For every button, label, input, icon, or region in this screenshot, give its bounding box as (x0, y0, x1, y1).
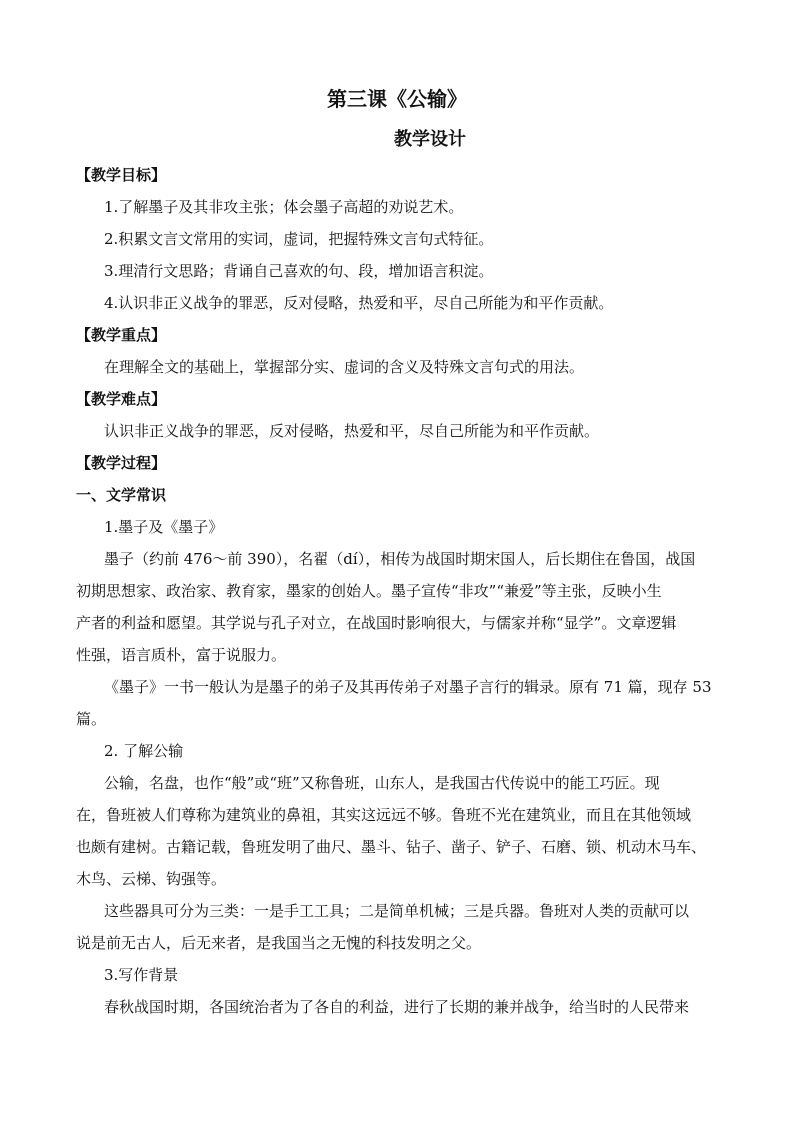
goal-item: 4.认识非正义战争的罪恶，反对侵略，热爱和平，尽自己所能为和平作贡献。 (104, 294, 614, 312)
paragraph-line: 木鸟、云梯、钩强等。 (76, 870, 227, 888)
sub-heading: 3.写作背景 (104, 966, 179, 984)
paragraph-line: 这些器具可分为三类：一是手工工具；二是简单机械；三是兵器。鲁班对人类的贡献可以 (104, 902, 690, 920)
paragraph-line: 说是前无古人，后无来者，是我国当之无愧的科技发明之父。 (76, 934, 482, 952)
part-heading: 一、文学常识 (76, 486, 167, 504)
paragraph-line: 在，鲁班被人们尊称为建筑业的鼻祖，其实这远远不够。鲁班不光在建筑业，而且在其他领域 (76, 806, 692, 824)
document-subtitle: 教学设计 (394, 129, 466, 150)
document-title: 第三课《公输》 (327, 87, 467, 111)
goal-item: 1.了解墨子及其非攻主张；体会墨子高超的劝说艺术。 (104, 198, 464, 216)
difficult-points-heading: 【教学难点】 (76, 390, 167, 408)
difficult-points-text: 认识非正义战争的罪恶，反对侵略，热爱和平，尽自己所能为和平作贡献。 (104, 422, 600, 440)
sub-heading: 1.墨子及《墨子》 (104, 518, 224, 536)
paragraph-line: 公输，名盘，也作“般”或“班”又称鲁班，山东人，是我国古代传说中的能工巧匠。现 (104, 774, 660, 792)
goal-item: 2.积累文言文常用的实词，虚词，把握特殊文言句式特征。 (104, 230, 494, 248)
paragraph-line: 春秋战国时期，各国统治者为了各自的利益，进行了长期的兼并战争，给当时的人民带来 (104, 998, 690, 1016)
paragraph-line: 初期思想家、政治家、教育家，墨家的创始人。墨子宣传“非攻”“兼爱”等主张，反映小生 (76, 582, 662, 600)
paragraph-line: 也颇有建树。古籍记载，鲁班发明了曲尺、墨斗、钻子、凿子、铲子、石磨、锁、机动木马车、 (76, 838, 707, 856)
goal-item: 3.理清行文思路；背诵自己喜欢的句、段，增加语言积淀。 (104, 262, 494, 280)
paragraph-line: 《墨子》一书一般认为是墨子的弟子及其再传弟子对墨子言行的辑录。原有 71 篇，现存 53 (104, 678, 712, 696)
paragraph-line: 性强，语言质朴，富于说服力。 (76, 646, 287, 664)
key-points-text: 在理解全文的基础上，掌握部分实、虚词的含义及特殊文言句式的用法。 (104, 358, 585, 376)
paragraph-line: 墨子（约前 476～前 390），名翟（dí），相传为战国时期宋国人，后长期住在鲁国，战国 (104, 550, 696, 568)
process-heading: 【教学过程】 (76, 454, 167, 472)
goals-heading: 【教学目标】 (76, 166, 167, 184)
paragraph-line: 产者的利益和愿望。其学说与孔子对立，在战国时影响很大，与儒家并称“显学”。文章逻辑 (76, 614, 677, 632)
key-points-heading: 【教学重点】 (76, 326, 167, 344)
sub-heading: 2. 了解公输 (104, 742, 184, 760)
paragraph-line: 篇。 (76, 710, 107, 728)
